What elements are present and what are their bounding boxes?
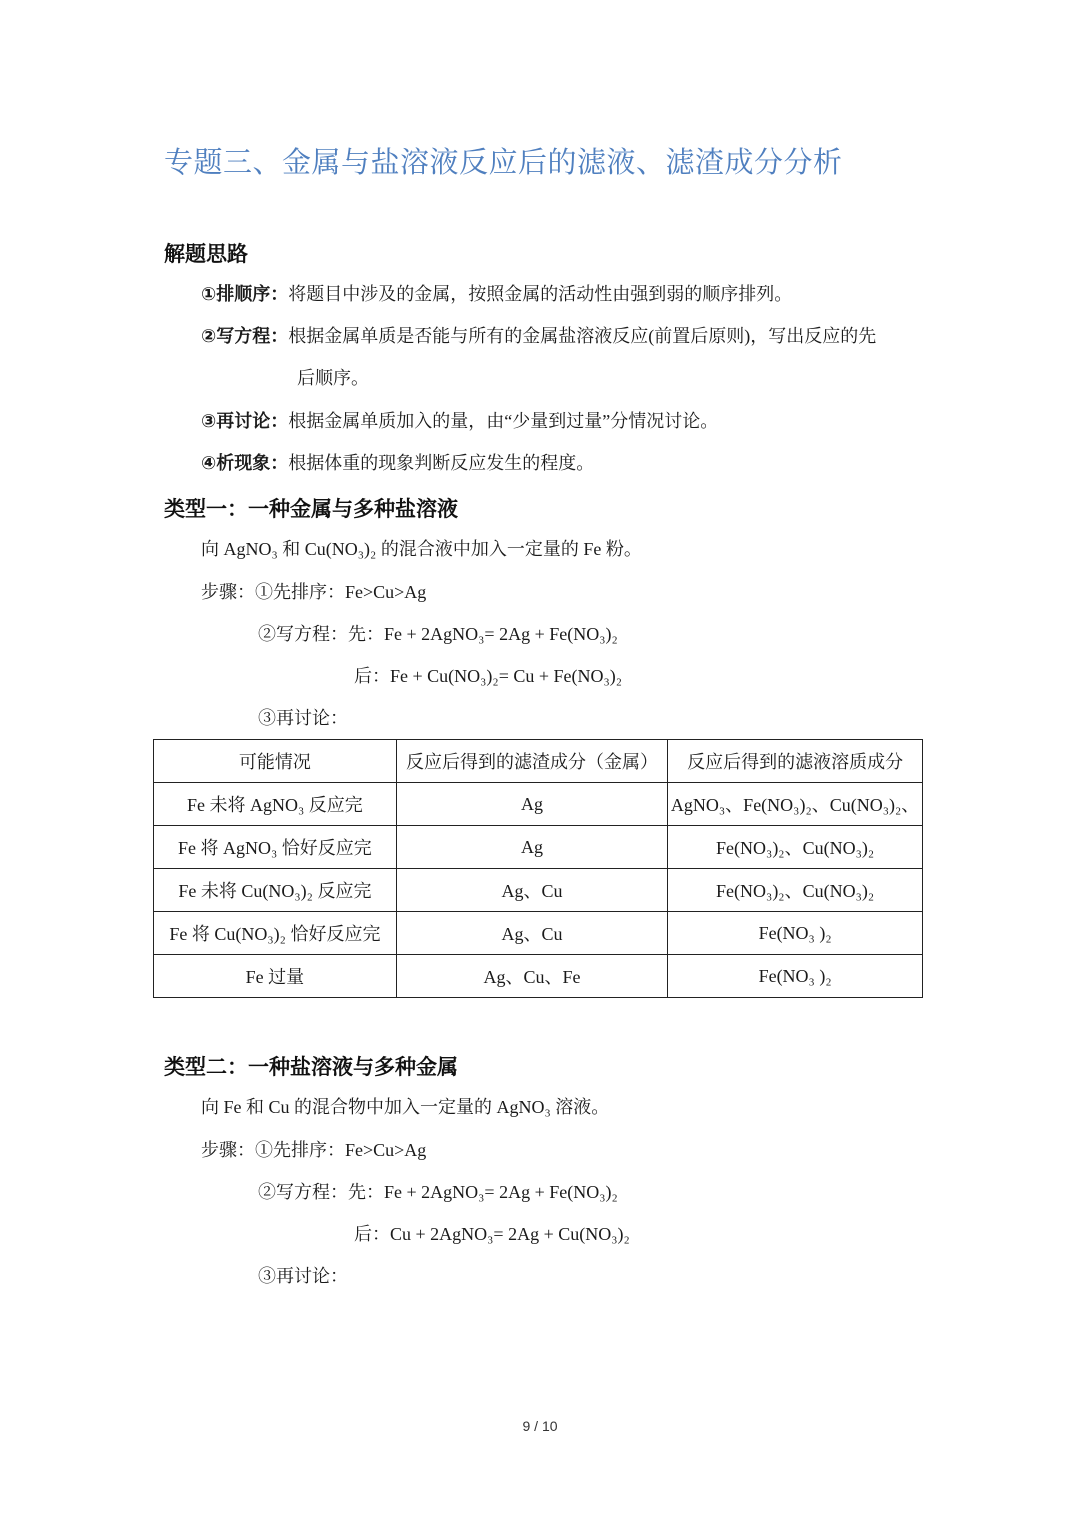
table-cell: Fe 过量 [154,955,397,998]
step-discuss-label: ③再讨论： [201,411,289,432]
table-row [154,912,923,955]
type2-eq2: Cu + 2AgNO₃= 2Ag + Cu(NO₃)₂ [390,1224,630,1244]
table-cell: Ag、Cu [396,912,667,955]
type2-eq2-line [354,1222,630,1246]
type1-step2 [258,622,618,646]
type1-step3: ③再讨论： [258,708,348,728]
type1-eq1: Fe + 2AgNO₃= 2Ag + Fe(NO₃)₂ [384,624,618,644]
table-row [154,955,923,998]
table-cell: Fe(NO₃ )₂ [668,955,923,998]
table-row [154,869,923,912]
thinking-heading: 解题思路 [164,242,248,266]
type1-eq2-label: 后： [354,666,390,686]
step-sort [201,282,792,307]
step-phenomenon [201,451,594,476]
step-phenomenon-text: 根据体重的现象判断反应发生的程度。 [288,453,595,473]
step-equation-cont: 后顺序。 [297,368,369,388]
step-discuss-text: 根据金属单质加入的量，由“少量到过量”分情况讨论。 [288,411,719,431]
type1-eq2: Fe + Cu(NO₃)₂= Cu + Fe(NO₃)₂ [390,666,623,686]
type1-intro: 向 AgNO₃ 和 Cu(NO₃)₂ 的混合液中加入一定量的 Fe 粉。 [201,539,642,559]
type1-heading: 类型一：一种金属与多种盐溶液 [164,497,458,521]
table-cell: Fe(NO₃)₂、Cu(NO₃)₂ [668,826,923,869]
step-sort-label: ①排顺序： [201,284,289,305]
table-cell: Ag、Cu、Fe [396,955,667,998]
table-cell: Ag [396,826,667,869]
table-cell: Fe 将 AgNO₃ 恰好反应完 [154,826,397,869]
table-cell: Fe 未将 AgNO₃ 反应完 [154,783,397,826]
type2-step2 [258,1180,618,1204]
table-cell: Fe(NO₃ )₂ [668,912,923,955]
page-title: 专题三、金属与盐溶液反应后的滤液、滤渣成分分析 [164,145,843,179]
type2-intro: 向 Fe 和 Cu 的混合物中加入一定量的 AgNO₃ 溶液。 [201,1097,610,1117]
table-cell: Fe 未将 Cu(NO₃)₂ 反应完 [154,869,397,912]
type2-step3: ③再讨论： [258,1266,348,1286]
type1-step1: 步骤：①先排序：Fe>Cu>Ag [201,582,427,602]
type2-step1: 步骤：①先排序：Fe>Cu>Ag [201,1140,427,1160]
table-header-row [154,740,923,783]
page-number: 9 / 10 [522,1418,558,1434]
table-header-cell: 反应后得到的滤液溶质成分 [668,740,923,783]
type2-eq2-label: 后： [354,1224,390,1244]
type1-table [153,739,923,998]
table-header-cell: 可能情况 [154,740,397,783]
type1-eq2-line [354,664,622,688]
step-discuss [201,409,718,434]
table-row [154,826,923,869]
type2-eq1: Fe + 2AgNO₃= 2Ag + Fe(NO₃)₂ [384,1182,618,1202]
step-sort-text: 将题目中涉及的金属，按照金属的活动性由强到弱的顺序排列。 [288,284,793,304]
type1-step2-label: ②写方程：先： [258,624,384,644]
table-cell: Ag、Cu [396,869,667,912]
table-cell: Fe 将 Cu(NO₃)₂ 恰好反应完 [154,912,397,955]
type2-step2-label: ②写方程：先： [258,1182,384,1202]
table-cell: Fe(NO₃)₂、Cu(NO₃)₂ [668,869,923,912]
table-header-cell: 反应后得到的滤渣成分（金属） [396,740,667,783]
step-equation-label: ②写方程： [201,326,289,347]
table-cell: AgNO₃、Fe(NO₃)₂、Cu(NO₃)₂、 [668,783,923,826]
step-phenomenon-label: ④析现象： [201,453,289,474]
step-equation [201,324,876,349]
step-equation-text: 根据金属单质是否能与所有的金属盐溶液反应(前置后原则)，写出反应的先 [288,326,877,346]
type2-heading: 类型二：一种盐溶液与多种金属 [164,1055,458,1079]
table-cell: Ag [396,783,667,826]
table-row [154,783,923,826]
